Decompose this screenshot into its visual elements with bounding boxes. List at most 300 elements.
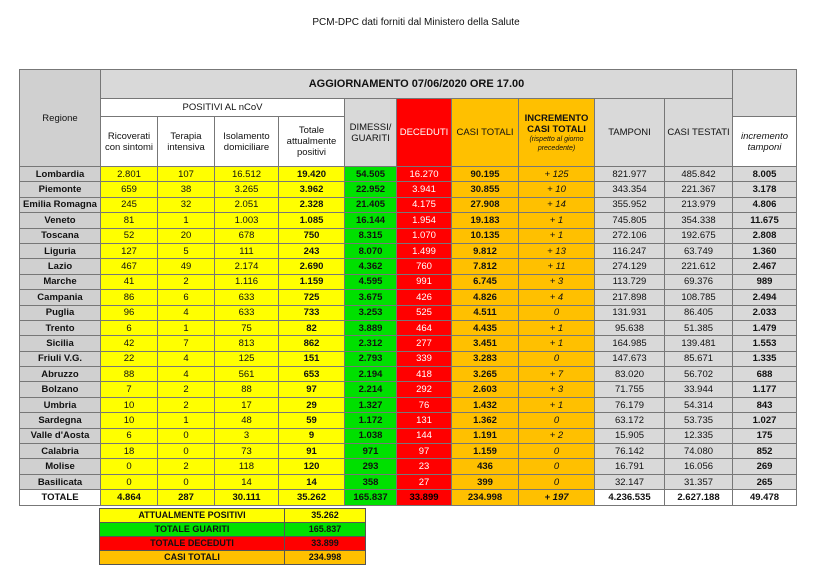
cell-ricoverati: 81 (101, 213, 158, 228)
table-row (20, 367, 797, 382)
cell-casi-totali: 234.998 (452, 490, 519, 505)
cell-incremento: 0 (519, 305, 595, 320)
cell-terapia: 32 (158, 197, 215, 212)
cell-casi-totali: 1.362 (452, 413, 519, 428)
cell-terapia: 287 (158, 490, 215, 505)
cell-ricoverati: 6 (101, 320, 158, 335)
cell-dimessi: 4.362 (345, 259, 397, 274)
cell-terapia: 1 (158, 213, 215, 228)
cell-casi-totali: 4.511 (452, 305, 519, 320)
cell-tamponi: 147.673 (595, 351, 665, 366)
cell-casi-totali: 399 (452, 474, 519, 489)
cell-isolamento: 75 (215, 320, 279, 335)
cell-tamponi: 71.755 (595, 382, 665, 397)
cell-dimessi: 3.253 (345, 305, 397, 320)
cell-incremento: 0 (519, 444, 595, 459)
cell-isolamento: 16.512 (215, 167, 279, 182)
cell-ricoverati: 86 (101, 290, 158, 305)
cell-totale-positivi: 19.420 (279, 167, 345, 182)
cell-deceduti: 33.899 (397, 490, 452, 505)
cell-tamponi: 32.147 (595, 474, 665, 489)
cell-dimessi: 4.595 (345, 274, 397, 289)
cell-casi-totali: 4.826 (452, 290, 519, 305)
cell-casi-testati: 31.357 (665, 474, 733, 489)
summary-label: ATTUALMENTE POSITIVI (100, 509, 285, 523)
cell-casi-totali: 3.265 (452, 367, 519, 382)
cell-dimessi: 54.505 (345, 167, 397, 182)
cell-incremento: 0 (519, 474, 595, 489)
cell-incremento: + 2 (519, 428, 595, 443)
cell-terapia: 5 (158, 243, 215, 258)
cell-incremento: + 13 (519, 243, 595, 258)
cell-totale-positivi: 14 (279, 474, 345, 489)
cell-dimessi: 8.315 (345, 228, 397, 243)
cell-incremento-tamponi: 175 (733, 428, 797, 443)
cell-totale-positivi: 59 (279, 413, 345, 428)
cell-totale-positivi: 750 (279, 228, 345, 243)
cell-dimessi: 22.952 (345, 182, 397, 197)
cell-dimessi: 3.675 (345, 290, 397, 305)
cell-ricoverati: 88 (101, 367, 158, 382)
cell-isolamento: 633 (215, 290, 279, 305)
cell-incremento: + 197 (519, 490, 595, 505)
cell-ricoverati: 96 (101, 305, 158, 320)
cell-isolamento: 14 (215, 474, 279, 489)
cell-terapia: 7 (158, 336, 215, 351)
cell-incremento-tamponi: 852 (733, 444, 797, 459)
cell-totale-positivi: 243 (279, 243, 345, 258)
header-casi-totali: CASI TOTALI (452, 99, 519, 167)
cell-region: Toscana (20, 228, 101, 243)
cell-isolamento: 3.265 (215, 182, 279, 197)
cell-incremento: 0 (519, 351, 595, 366)
cell-tamponi: 131.931 (595, 305, 665, 320)
cell-incremento-tamponi: 1.177 (733, 382, 797, 397)
summary-row (100, 537, 366, 551)
cell-casi-testati: 16.056 (665, 459, 733, 474)
cell-region: Basilicata (20, 474, 101, 489)
cell-deceduti: 277 (397, 336, 452, 351)
cell-ricoverati: 0 (101, 459, 158, 474)
cell-ricoverati: 10 (101, 413, 158, 428)
summary-label: TOTALE DECEDUTI (100, 537, 285, 551)
cell-incremento-tamponi: 11.675 (733, 213, 797, 228)
cell-totale-positivi: 1.085 (279, 213, 345, 228)
cell-casi-totali: 4.435 (452, 320, 519, 335)
cell-deceduti: 991 (397, 274, 452, 289)
cell-incremento-tamponi: 989 (733, 274, 797, 289)
cell-totale-positivi: 653 (279, 367, 345, 382)
cell-incremento: + 3 (519, 274, 595, 289)
cell-ricoverati: 2.801 (101, 167, 158, 182)
cell-terapia: 49 (158, 259, 215, 274)
cell-incremento: + 11 (519, 259, 595, 274)
cell-incremento: + 1 (519, 336, 595, 351)
cell-casi-totali: 1.191 (452, 428, 519, 443)
cell-terapia: 0 (158, 428, 215, 443)
cell-ricoverati: 22 (101, 351, 158, 366)
cell-ricoverati: 0 (101, 474, 158, 489)
cell-casi-totali: 2.603 (452, 382, 519, 397)
cell-ricoverati: 245 (101, 197, 158, 212)
cell-casi-testati: 69.376 (665, 274, 733, 289)
cell-totale-positivi: 29 (279, 397, 345, 412)
cell-region: Calabria (20, 444, 101, 459)
header-totale-positivi: Totale attualmente positivi (279, 117, 345, 167)
cell-dimessi: 1.327 (345, 397, 397, 412)
cell-isolamento: 1.116 (215, 274, 279, 289)
cell-casi-testati: 354.338 (665, 213, 733, 228)
cell-incremento-tamponi: 3.178 (733, 182, 797, 197)
cell-tamponi: 274.129 (595, 259, 665, 274)
cell-terapia: 107 (158, 167, 215, 182)
cell-casi-testati: 33.944 (665, 382, 733, 397)
cell-incremento-tamponi: 843 (733, 397, 797, 412)
cell-ricoverati: 4.864 (101, 490, 158, 505)
table-row (20, 351, 797, 366)
cell-incremento-tamponi: 688 (733, 367, 797, 382)
cell-incremento-tamponi: 1.027 (733, 413, 797, 428)
cell-incremento-tamponi: 2.467 (733, 259, 797, 274)
cell-casi-testati: 192.675 (665, 228, 733, 243)
cell-incremento: + 10 (519, 182, 595, 197)
cell-region: Friuli V.G. (20, 351, 101, 366)
summary-label: TOTALE GUARITI (100, 523, 285, 537)
summary-label: CASI TOTALI (100, 551, 285, 565)
cell-deceduti: 4.175 (397, 197, 452, 212)
cell-region: Veneto (20, 213, 101, 228)
cell-ricoverati: 659 (101, 182, 158, 197)
summary-value: 234.998 (285, 551, 366, 565)
cell-dimessi: 2.312 (345, 336, 397, 351)
cell-incremento: + 7 (519, 367, 595, 382)
cell-isolamento: 678 (215, 228, 279, 243)
cell-totale-positivi: 862 (279, 336, 345, 351)
cell-tamponi: 164.985 (595, 336, 665, 351)
cell-deceduti: 144 (397, 428, 452, 443)
cell-casi-testati: 213.979 (665, 197, 733, 212)
cell-casi-totali: 7.812 (452, 259, 519, 274)
table-row (20, 213, 797, 228)
cell-ricoverati: 467 (101, 259, 158, 274)
cell-deceduti: 339 (397, 351, 452, 366)
table-row (20, 397, 797, 412)
cell-casi-totali: 3.451 (452, 336, 519, 351)
cell-deceduti: 760 (397, 259, 452, 274)
header-tamponi: TAMPONI (595, 99, 665, 167)
cell-incremento: 0 (519, 413, 595, 428)
cell-incremento: + 1 (519, 213, 595, 228)
cell-dimessi: 293 (345, 459, 397, 474)
cell-ricoverati: 18 (101, 444, 158, 459)
header-incremento-note: (rispetto al giorno precedente) (529, 135, 584, 152)
cell-tamponi: 217.898 (595, 290, 665, 305)
table-row (20, 167, 797, 182)
cell-totale-positivi: 1.159 (279, 274, 345, 289)
cell-incremento-tamponi: 1.360 (733, 243, 797, 258)
table-row (20, 228, 797, 243)
cell-ricoverati: 127 (101, 243, 158, 258)
cell-casi-totali: 27.908 (452, 197, 519, 212)
cell-isolamento: 30.111 (215, 490, 279, 505)
cell-ricoverati: 42 (101, 336, 158, 351)
cell-totale-positivi: 2.690 (279, 259, 345, 274)
header-positivi-group: POSITIVI AL nCoV (101, 99, 345, 117)
table-row (20, 444, 797, 459)
cell-casi-testati: 53.735 (665, 413, 733, 428)
cell-terapia: 0 (158, 474, 215, 489)
cell-tamponi: 355.952 (595, 197, 665, 212)
cell-region: Emilia Romagna (20, 197, 101, 212)
source-title: PCM-DPC dati forniti dal Ministero della Salute (312, 17, 520, 28)
cell-totale-positivi: 151 (279, 351, 345, 366)
cell-deceduti: 76 (397, 397, 452, 412)
cell-region: Lazio (20, 259, 101, 274)
table-row (20, 243, 797, 258)
header-incremento (519, 99, 595, 167)
cell-tamponi: 116.247 (595, 243, 665, 258)
table-row (20, 290, 797, 305)
cell-dimessi: 1.038 (345, 428, 397, 443)
cell-casi-testati: 74.080 (665, 444, 733, 459)
cell-dimessi: 971 (345, 444, 397, 459)
cell-tamponi: 76.179 (595, 397, 665, 412)
cell-dimessi: 358 (345, 474, 397, 489)
cell-isolamento: 48 (215, 413, 279, 428)
cell-deceduti: 131 (397, 413, 452, 428)
header-ricoverati: Ricoverati con sintomi (101, 117, 158, 167)
totals-row (20, 490, 797, 505)
cell-deceduti: 1.954 (397, 213, 452, 228)
cell-region: Puglia (20, 305, 101, 320)
cell-region: Valle d'Aosta (20, 428, 101, 443)
cell-region: Marche (20, 274, 101, 289)
cell-region: Umbria (20, 397, 101, 412)
cell-deceduti: 1.070 (397, 228, 452, 243)
cell-isolamento: 125 (215, 351, 279, 366)
summary-row (100, 523, 366, 537)
cell-casi-testati: 51.385 (665, 320, 733, 335)
header-isolamento: Isolamento domiciliare (215, 117, 279, 167)
cell-tamponi: 272.106 (595, 228, 665, 243)
cell-dimessi: 2.194 (345, 367, 397, 382)
cell-deceduti: 97 (397, 444, 452, 459)
table-row (20, 413, 797, 428)
summary-value: 35.262 (285, 509, 366, 523)
cell-casi-testati: 54.314 (665, 397, 733, 412)
cell-deceduti: 27 (397, 474, 452, 489)
cell-incremento-tamponi: 1.335 (733, 351, 797, 366)
table-row (20, 382, 797, 397)
cell-casi-totali: 6.745 (452, 274, 519, 289)
table-row (20, 428, 797, 443)
cell-totale-positivi: 725 (279, 290, 345, 305)
cell-tamponi: 4.236.535 (595, 490, 665, 505)
header-empty (733, 70, 797, 117)
cell-region: Lombardia (20, 167, 101, 182)
summary-table (99, 508, 366, 565)
cell-deceduti: 418 (397, 367, 452, 382)
summary-row (100, 509, 366, 523)
cell-deceduti: 464 (397, 320, 452, 335)
cell-casi-testati: 485.842 (665, 167, 733, 182)
cell-terapia: 1 (158, 413, 215, 428)
cell-tamponi: 745.805 (595, 213, 665, 228)
cell-tamponi: 16.791 (595, 459, 665, 474)
cell-terapia: 4 (158, 367, 215, 382)
cell-casi-totali: 1.159 (452, 444, 519, 459)
cell-totale-positivi: 35.262 (279, 490, 345, 505)
cell-isolamento: 2.051 (215, 197, 279, 212)
cell-isolamento: 813 (215, 336, 279, 351)
cell-totale-positivi: 733 (279, 305, 345, 320)
cell-incremento-tamponi: 2.033 (733, 305, 797, 320)
cell-terapia: 4 (158, 351, 215, 366)
cell-casi-totali: 3.283 (452, 351, 519, 366)
cell-incremento: + 3 (519, 382, 595, 397)
cell-incremento: + 1 (519, 320, 595, 335)
cell-deceduti: 426 (397, 290, 452, 305)
cell-terapia: 4 (158, 305, 215, 320)
cell-isolamento: 2.174 (215, 259, 279, 274)
cell-deceduti: 525 (397, 305, 452, 320)
table-row (20, 320, 797, 335)
cell-incremento-tamponi: 4.806 (733, 197, 797, 212)
cell-region: Campania (20, 290, 101, 305)
covid-data-table (19, 69, 797, 506)
cell-casi-totali: 90.195 (452, 167, 519, 182)
cell-totale-positivi: 3.962 (279, 182, 345, 197)
cell-incremento-tamponi: 1.553 (733, 336, 797, 351)
cell-casi-totali: 30.855 (452, 182, 519, 197)
cell-incremento-tamponi: 1.479 (733, 320, 797, 335)
cell-incremento: + 1 (519, 228, 595, 243)
table-row (20, 259, 797, 274)
cell-totale-positivi: 82 (279, 320, 345, 335)
cell-isolamento: 1.003 (215, 213, 279, 228)
cell-casi-testati: 139.481 (665, 336, 733, 351)
cell-region: Sardegna (20, 413, 101, 428)
cell-casi-testati: 12.335 (665, 428, 733, 443)
cell-incremento: 0 (519, 459, 595, 474)
cell-tamponi: 95.638 (595, 320, 665, 335)
cell-isolamento: 73 (215, 444, 279, 459)
cell-incremento-tamponi: 269 (733, 459, 797, 474)
cell-terapia: 2 (158, 397, 215, 412)
cell-region: Abruzzo (20, 367, 101, 382)
cell-isolamento: 3 (215, 428, 279, 443)
header-update: AGGIORNAMENTO 07/06/2020 ORE 17.00 (101, 70, 733, 99)
cell-terapia: 38 (158, 182, 215, 197)
cell-deceduti: 23 (397, 459, 452, 474)
cell-dimessi: 16.144 (345, 213, 397, 228)
header-incremento-label: INCREMENTO CASI TOTALI (524, 112, 589, 135)
cell-totale-positivi: 91 (279, 444, 345, 459)
cell-isolamento: 88 (215, 382, 279, 397)
cell-tamponi: 63.172 (595, 413, 665, 428)
cell-incremento: + 4 (519, 290, 595, 305)
cell-terapia: 20 (158, 228, 215, 243)
cell-incremento-tamponi: 2.494 (733, 290, 797, 305)
cell-casi-totali: 1.432 (452, 397, 519, 412)
cell-deceduti: 1.499 (397, 243, 452, 258)
cell-region: Liguria (20, 243, 101, 258)
table-row (20, 459, 797, 474)
cell-tamponi: 113.729 (595, 274, 665, 289)
cell-incremento: + 1 (519, 397, 595, 412)
table-row (20, 336, 797, 351)
cell-dimessi: 2.214 (345, 382, 397, 397)
summary-row (100, 551, 366, 565)
cell-isolamento: 111 (215, 243, 279, 258)
cell-ricoverati: 41 (101, 274, 158, 289)
table-row (20, 182, 797, 197)
cell-ricoverati: 10 (101, 397, 158, 412)
table-row (20, 197, 797, 212)
cell-casi-totali: 19.183 (452, 213, 519, 228)
summary-value: 165.837 (285, 523, 366, 537)
cell-casi-testati: 221.612 (665, 259, 733, 274)
cell-region: Sicilia (20, 336, 101, 351)
cell-tamponi: 76.142 (595, 444, 665, 459)
cell-incremento-tamponi: 8.005 (733, 167, 797, 182)
cell-incremento-tamponi: 49.478 (733, 490, 797, 505)
cell-casi-testati: 56.702 (665, 367, 733, 382)
cell-region: TOTALE (20, 490, 101, 505)
cell-terapia: 2 (158, 459, 215, 474)
cell-dimessi: 2.793 (345, 351, 397, 366)
table-row (20, 305, 797, 320)
cell-casi-testati: 85.671 (665, 351, 733, 366)
header-casi-testati: CASI TESTATI (665, 99, 733, 167)
cell-ricoverati: 6 (101, 428, 158, 443)
cell-terapia: 6 (158, 290, 215, 305)
cell-tamponi: 343.354 (595, 182, 665, 197)
cell-incremento: + 125 (519, 167, 595, 182)
cell-incremento-tamponi: 265 (733, 474, 797, 489)
cell-terapia: 1 (158, 320, 215, 335)
cell-isolamento: 17 (215, 397, 279, 412)
summary-value: 33.899 (285, 537, 366, 551)
cell-dimessi: 8.070 (345, 243, 397, 258)
cell-terapia: 2 (158, 382, 215, 397)
cell-totale-positivi: 2.328 (279, 197, 345, 212)
cell-casi-testati: 63.749 (665, 243, 733, 258)
cell-casi-testati: 221.367 (665, 182, 733, 197)
table-row (20, 274, 797, 289)
cell-casi-totali: 9.812 (452, 243, 519, 258)
cell-terapia: 0 (158, 444, 215, 459)
cell-region: Piemonte (20, 182, 101, 197)
cell-tamponi: 821.977 (595, 167, 665, 182)
cell-dimessi: 21.405 (345, 197, 397, 212)
header-deceduti: DECEDUTI (397, 99, 452, 167)
cell-region: Trento (20, 320, 101, 335)
cell-tamponi: 83.020 (595, 367, 665, 382)
cell-totale-positivi: 9 (279, 428, 345, 443)
cell-tamponi: 15.905 (595, 428, 665, 443)
cell-deceduti: 292 (397, 382, 452, 397)
cell-incremento-tamponi: 2.808 (733, 228, 797, 243)
cell-isolamento: 118 (215, 459, 279, 474)
header-regione: Regione (20, 70, 101, 167)
cell-region: Molise (20, 459, 101, 474)
cell-casi-totali: 10.135 (452, 228, 519, 243)
cell-terapia: 2 (158, 274, 215, 289)
cell-dimessi: 1.172 (345, 413, 397, 428)
cell-dimessi: 165.837 (345, 490, 397, 505)
cell-deceduti: 16.270 (397, 167, 452, 182)
